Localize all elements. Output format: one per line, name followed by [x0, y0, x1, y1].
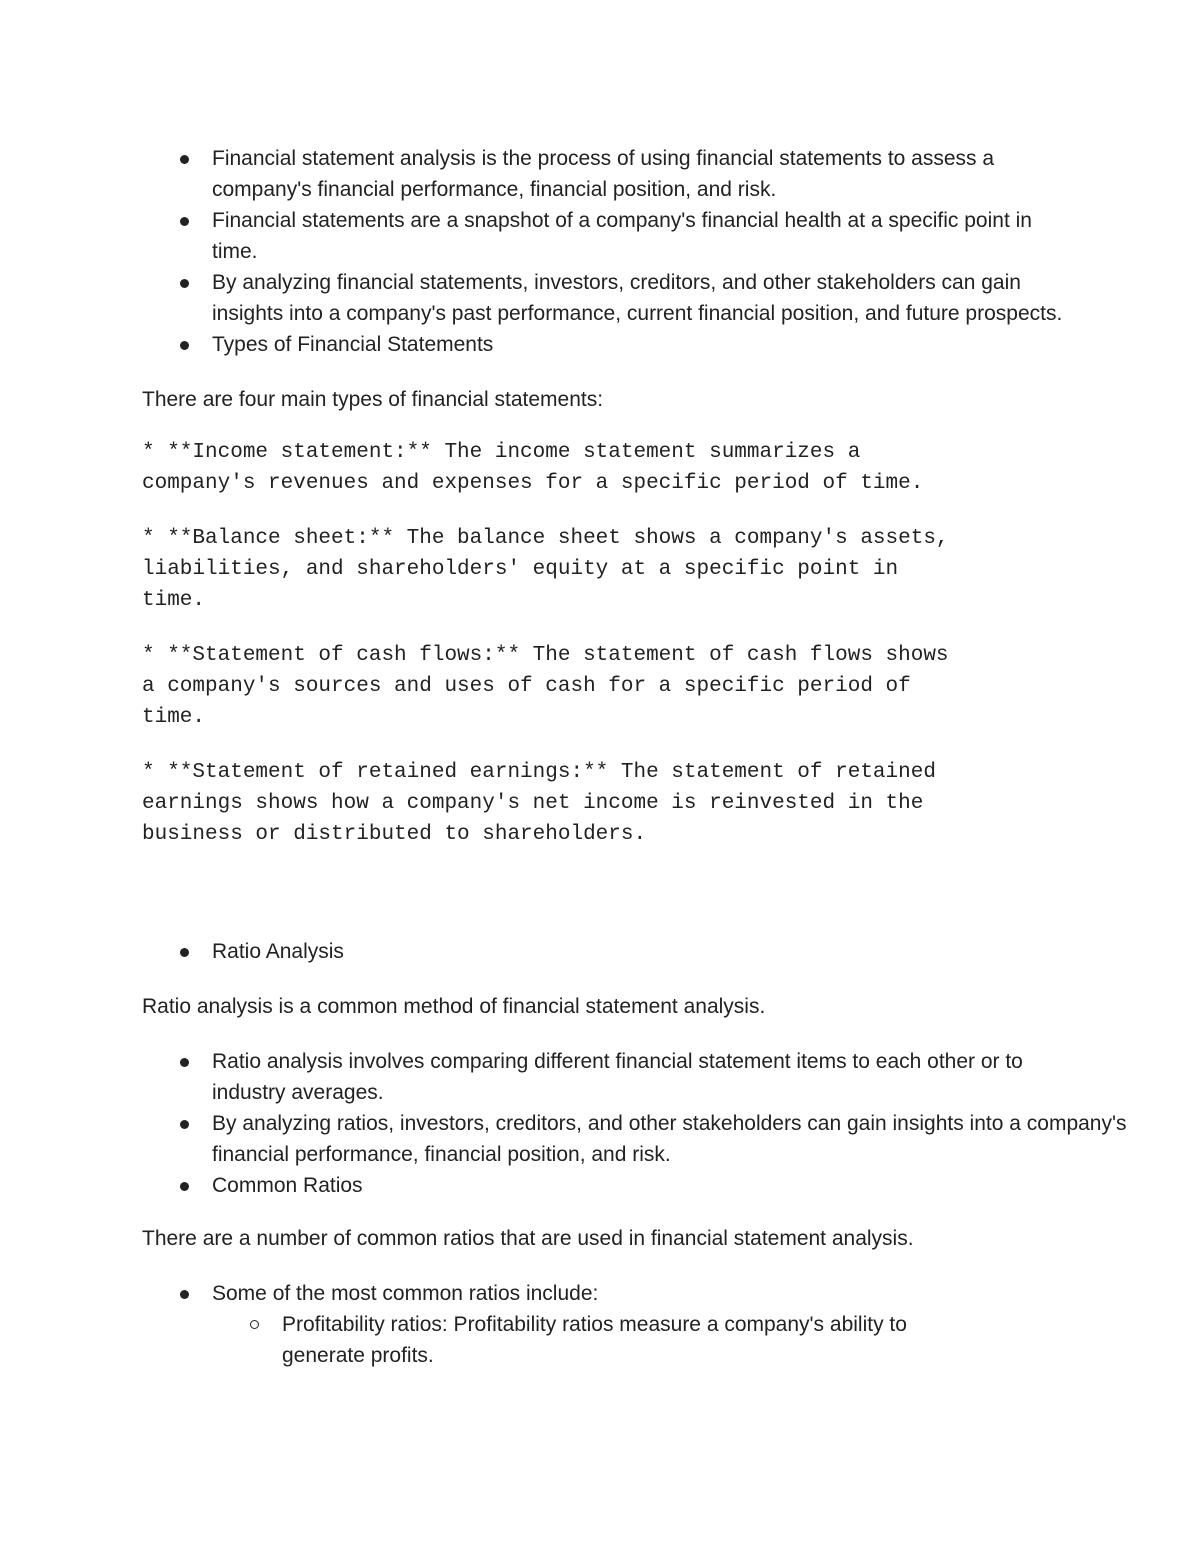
list-item-text: Types of Financial Statements: [212, 333, 494, 356]
common-ratios-bullet-list: [142, 1278, 1062, 1371]
list-item-text: By analyzing ratios, investors, creditors, and other stakeholders can gain insights into a company's financial performance, financial position, and risk.: [212, 1112, 1127, 1166]
bullet-icon: [180, 1058, 189, 1067]
hollow-bullet-icon: [250, 1320, 259, 1329]
list-item-text: Financial statements are a snapshot of a company's financial health at a specific point in time.: [212, 209, 1032, 263]
ratio-bullet-list: [142, 1046, 1127, 1201]
list-item: [142, 143, 1072, 205]
list-item: [142, 1278, 1062, 1371]
bullet-icon: [180, 217, 189, 226]
bullet-icon: [180, 1290, 189, 1299]
bullet-icon: [180, 1182, 189, 1191]
bullet-icon: [180, 948, 189, 957]
list-item: [142, 1046, 1092, 1108]
bullet-icon: [180, 279, 189, 288]
bullet-icon: [180, 155, 189, 164]
ratio-heading: Ratio Analysis: [212, 940, 344, 963]
list-item: [142, 1108, 1132, 1170]
ratio-heading-list: [142, 936, 1062, 967]
common-ratios-sub-list: [212, 1309, 992, 1371]
balance-sheet-code-block: * **Balance sheet:** The balance sheet shows a company's assets, liabilities, and shareholders' equity at a specific point in time.: [142, 527, 949, 612]
list-item: [142, 1170, 1062, 1201]
list-item: [142, 267, 1072, 329]
document-page: [142, 143, 1127, 1371]
intro-bullet-list: [142, 143, 1062, 360]
bullet-icon: [180, 1120, 189, 1129]
list-item: [212, 1309, 992, 1371]
list-item-text: Ratio analysis involves comparing different financial statement items to each other or to industry averages.: [212, 1050, 1023, 1104]
common-ratios-intro-paragraph: There are a number of common ratios that are used in financial statement analysis.: [142, 1227, 914, 1250]
types-intro-paragraph: There are four main types of financial statements:: [142, 388, 604, 411]
cash-flows-code-block: * **Statement of cash flows:** The statement of cash flows shows a company's sources and uses of cash for a specific period of time.: [142, 644, 949, 729]
bullet-icon: [180, 341, 189, 350]
list-item-text: By analyzing financial statements, investors, creditors, and other stakeholders can gain insights into a company's past performance, current financial position, and future prospects.: [212, 271, 1063, 325]
list-item-text: Some of the most common ratios include:: [212, 1282, 599, 1305]
list-item-text: Financial statement analysis is the process of using financial statements to assess a company's financial performance, financial position, and risk.: [212, 147, 995, 201]
list-item: [142, 329, 1062, 360]
list-item: [142, 936, 1062, 967]
list-item: [142, 205, 1072, 267]
income-statement-code-block: * **Income statement:** The income statement summarizes a company's revenues and expenses for a specific period of time.: [142, 441, 924, 495]
list-item-text: Profitability ratios: Profitability ratios measure a company's ability to generate profits.: [282, 1313, 907, 1367]
retained-earnings-code-block: * **Statement of retained earnings:** The statement of retained earnings shows how a company's net income is reinvested in the business or distributed to shareholders.: [142, 761, 936, 846]
ratio-intro-paragraph: Ratio analysis is a common method of financial statement analysis.: [142, 995, 766, 1018]
list-item-text: Common Ratios: [212, 1174, 363, 1197]
